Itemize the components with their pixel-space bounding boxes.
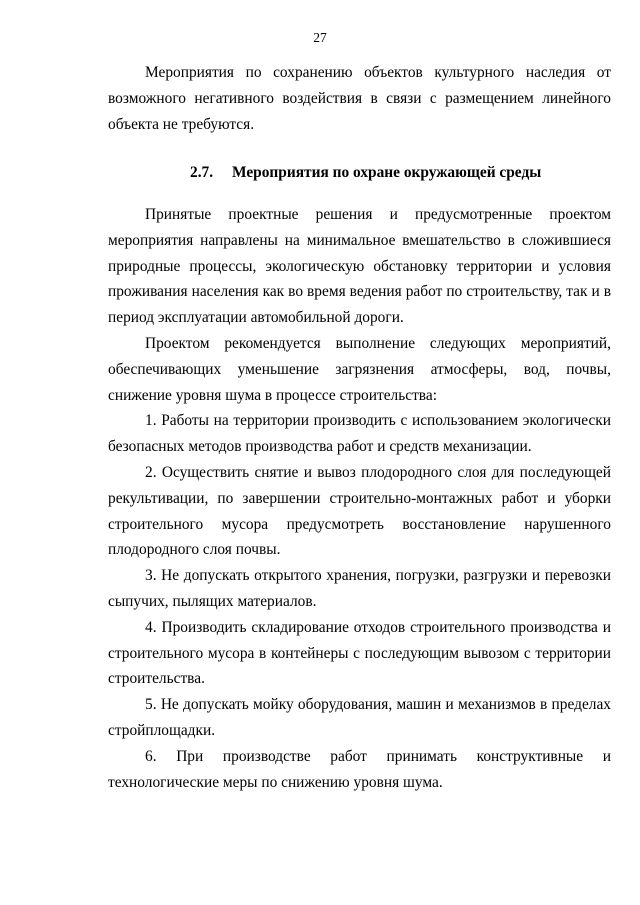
- intro-paragraph: Мероприятия по сохранению объектов культурного наследия от возможного негативного воздействия в связи с размещением линейного объекта не требуются.: [108, 64, 611, 133]
- page-number: 27: [313, 30, 327, 45]
- list-item: 3. Не допускать открытого хранения, погрузки, разгрузки и перевозки сыпучих, пылящих материалов.: [108, 567, 611, 610]
- section-number: 2.7.: [190, 164, 214, 181]
- list-item: 2. Осуществить снятие и вывоз плодородного слоя для последующей рекультивации, по завершении строительно-монтажных работ и уборки строительного мусора предусмотреть восстановление нарушенного плодородного слоя почвы.: [108, 463, 611, 559]
- list-item: 4. Производить складирование отходов строительного производства и строительного мусора в контейнеры с последующим вывозом с территории строительства.: [108, 618, 611, 688]
- section-title: Мероприятия по охране окружающей среды: [232, 164, 542, 181]
- paragraph: Проектом рекомендуется выполнение следующих мероприятий, обеспечивающих уменьшение загрязнения атмосферы, вод, почвы, снижение уровня шума в процессе строительства:: [108, 334, 611, 404]
- section-heading: [190, 164, 541, 182]
- intro-block: [108, 60, 611, 137]
- section-body: [108, 202, 611, 795]
- list-item: 5. Не допускать мойку оборудования, машин и механизмов в пределах стройплощадки.: [108, 696, 611, 739]
- list-item: 1. Работы на территории производить с использованием экологически безопасных методов производства работ и средств механизации.: [108, 412, 611, 456]
- paragraph: Принятые проектные решения и предусмотренные проектом мероприятия направлены на минимальное вмешательство в сложившиеся природные процессы, экологическую обстановку территории и условия проживания населения как во время ведения работ по строительству, так и в период эксплуатации автомобильной дороги.: [108, 206, 611, 327]
- list-item: 6. При производстве работ принимать конструктивные и технологические меры по снижению уровня шума.: [108, 747, 611, 791]
